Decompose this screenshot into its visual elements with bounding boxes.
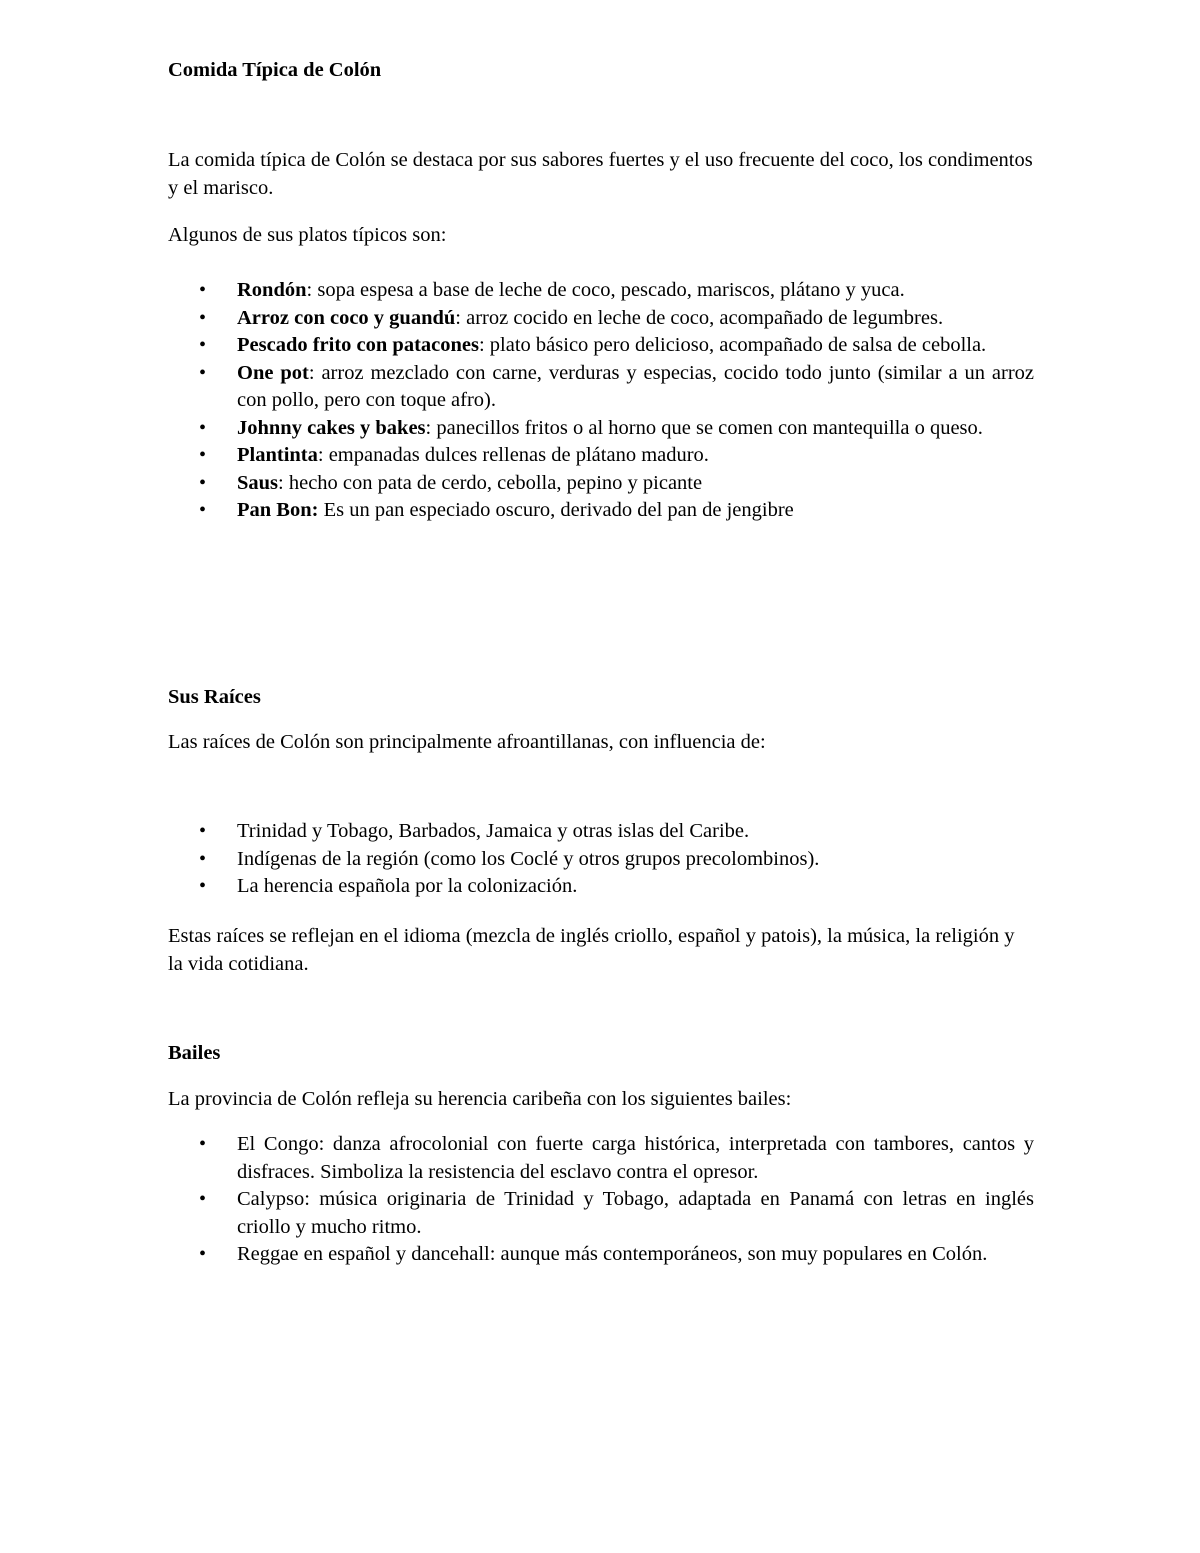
list-item: • Trinidad y Tobago, Barbados, Jamaica y otras islas del Caribe.	[168, 818, 1034, 846]
bullet-icon: •	[199, 444, 207, 466]
roots-lead: Las raíces de Colón son principalmente afroantillanas, con influencia de:	[168, 731, 766, 753]
list-item: • Calypso: música originaria de Trinidad y Tobago, adaptada en Panamá con letras en inglés criollo y mucho ritmo.	[199, 1188, 1034, 1238]
dish-name: Johnny cakes y bakes	[237, 416, 426, 439]
roots-closing: Estas raíces se reflejan en el idioma (mezcla de inglés criollo, español y patois), la música, la religión y la vida cotidiana.	[168, 925, 1015, 975]
bullet-icon: •	[199, 471, 207, 494]
dish-name: Arroz con coco y guandú	[237, 306, 456, 329]
list-item: • La herencia española por la colonización.	[168, 873, 1034, 901]
dish-name: Saus	[237, 471, 279, 494]
bullet-icon: •	[199, 416, 207, 439]
list-item: • Reggae en español y dancehall: aunque más contemporáneos, son muy populares en Colón.	[168, 1241, 1034, 1269]
dish-description: : empanadas dulces rellenas de plátano maduro.	[317, 444, 709, 466]
dish-name: Plantinta	[237, 444, 318, 466]
bullet-icon: •	[199, 1133, 207, 1155]
dish-description: : panecillos fritos o al horno que se comen con mantequilla o queso.	[425, 416, 983, 439]
dish-description: : hecho con pata de cerdo, cebolla, pepino y picante	[278, 471, 703, 494]
dances-list	[168, 1131, 1034, 1269]
list-item: • Indígenas de la región (como los Coclé y otros grupos precolombinos).	[168, 846, 1034, 874]
bullet-icon: •	[199, 499, 207, 521]
list-item	[168, 497, 1034, 525]
roots-heading: Sus Raíces	[168, 686, 261, 708]
list-item	[168, 415, 1034, 443]
bullet-icon: •	[199, 1243, 207, 1265]
list-item	[168, 332, 1034, 360]
bullet-icon: •	[199, 1188, 207, 1210]
bullet-icon: •	[199, 875, 207, 897]
list-item	[168, 442, 1034, 470]
dish-description: : sopa espesa a base de leche de coco, pescado, mariscos, plátano y yuca.	[306, 279, 905, 301]
bullet-icon: •	[199, 306, 207, 329]
roots-list	[168, 818, 1034, 901]
dances-heading: Bailes	[168, 1042, 221, 1064]
list-item	[168, 277, 1034, 305]
list-item	[168, 305, 1034, 333]
list-item	[168, 360, 1034, 415]
dish-name: One pot	[237, 361, 309, 384]
dances-lead: La provincia de Colón refleja su herencia caribeña con los siguientes bailes:	[168, 1088, 792, 1110]
page-title: Comida Típica de Colón	[168, 59, 382, 81]
dish-description: : arroz cocido en leche de coco, acompañado de legumbres.	[455, 306, 944, 329]
bullet-icon: •	[199, 820, 207, 842]
dish-name: Pan Bon:	[237, 499, 319, 521]
dish-name: Rondón	[237, 279, 307, 301]
bullet-icon: •	[199, 279, 207, 301]
intro-paragraph: La comida típica de Colón se destaca por sus sabores fuertes y el uso frecuente del coco, los condimentos y el marisco.	[168, 149, 1033, 199]
list-item	[168, 470, 1034, 498]
dishes-list	[168, 277, 1034, 525]
dishes-lead: Algunos de sus platos típicos son:	[168, 224, 447, 246]
dish-description: : plato básico pero delicioso, acompañado de salsa de cebolla.	[478, 334, 987, 356]
dish-description: Es un pan especiado oscuro, derivado del pan de jengibre	[318, 499, 794, 521]
list-item: • El Congo: danza afrocolonial con fuerte carga histórica, interpretada con tambores, cantos y disfraces. Simboliza la resistencia del esclavo contra el opresor.	[199, 1133, 1034, 1183]
dish-description: : arroz mezclado con carne, verduras y especias, cocido todo junto (similar a un arroz con pollo, pero con toque afro).	[237, 361, 1034, 411]
bullet-icon: •	[199, 847, 207, 870]
dish-name: Pescado frito con patacones	[237, 334, 479, 356]
bullet-icon: •	[199, 334, 207, 356]
bullet-icon: •	[199, 361, 207, 384]
